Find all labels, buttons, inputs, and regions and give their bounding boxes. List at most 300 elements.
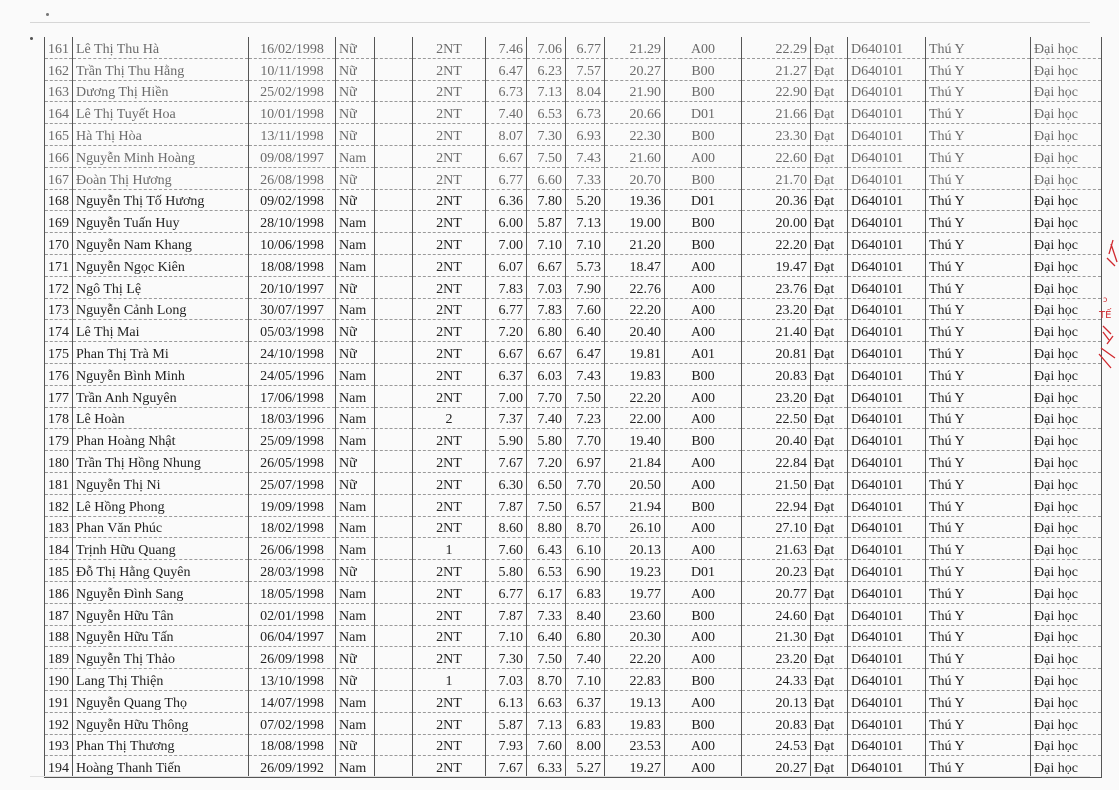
major-code: D640101	[848, 734, 926, 756]
subject-score-3: 7.40	[566, 647, 605, 669]
education-level: Đại học	[1031, 80, 1102, 102]
education-level: Đại học	[1031, 145, 1102, 167]
major-name: Thú Y	[926, 233, 1031, 255]
priority-area: 1	[413, 669, 486, 691]
subject-score-2: 7.13	[527, 80, 566, 102]
major-name: Thú Y	[926, 429, 1031, 451]
exam-block: B00	[665, 167, 742, 189]
date-of-birth: 25/07/1998	[249, 472, 336, 494]
table-row	[45, 254, 1102, 276]
major-name: Thú Y	[926, 734, 1031, 756]
student-name: Nguyễn Bình Minh	[73, 363, 249, 385]
education-level: Đại học	[1031, 451, 1102, 473]
subject-score-2: 6.67	[527, 342, 566, 364]
table-row	[45, 472, 1102, 494]
gender: Nữ	[336, 124, 375, 146]
priority-area: 2NT	[413, 690, 486, 712]
subtotal-score: 18.47	[605, 254, 665, 276]
table-row	[45, 625, 1102, 647]
major-name: Thú Y	[926, 625, 1031, 647]
education-level: Đại học	[1031, 124, 1102, 146]
result-status: Đạt	[811, 560, 848, 582]
gender: Nam	[336, 407, 375, 429]
exam-block: A00	[665, 538, 742, 560]
result-status: Đạt	[811, 451, 848, 473]
total-score: 22.84	[742, 451, 811, 473]
subtotal-score: 23.53	[605, 734, 665, 756]
bottom-rule	[30, 776, 1090, 777]
major-code: D640101	[848, 494, 926, 516]
subject-score-1: 7.60	[486, 538, 527, 560]
priority-area: 2NT	[413, 756, 486, 778]
total-score: 22.90	[742, 80, 811, 102]
student-name: Lang Thị Thiện	[73, 669, 249, 691]
blank-cell	[375, 211, 413, 233]
row-number: 161	[45, 37, 73, 58]
subject-score-1: 6.77	[486, 167, 527, 189]
total-score: 20.27	[742, 756, 811, 778]
date-of-birth: 18/02/1998	[249, 516, 336, 538]
major-code: D640101	[848, 429, 926, 451]
subject-score-3: 5.27	[566, 756, 605, 778]
student-name: Nguyễn Nam Khang	[73, 233, 249, 255]
gender: Nữ	[336, 342, 375, 364]
subject-score-2: 6.80	[527, 320, 566, 342]
row-number: 165	[45, 124, 73, 146]
exam-block: A00	[665, 472, 742, 494]
blank-cell	[375, 756, 413, 778]
subject-score-2: 6.50	[527, 472, 566, 494]
table-row	[45, 603, 1102, 625]
priority-area: 2NT	[413, 320, 486, 342]
table-row	[45, 669, 1102, 691]
total-score: 20.13	[742, 690, 811, 712]
gender: Nữ	[336, 276, 375, 298]
subtotal-score: 21.20	[605, 233, 665, 255]
gender: Nam	[336, 756, 375, 778]
subtotal-score: 20.66	[605, 102, 665, 124]
blank-cell	[375, 254, 413, 276]
date-of-birth: 28/03/1998	[249, 560, 336, 582]
date-of-birth: 24/10/1998	[249, 342, 336, 364]
date-of-birth: 02/01/1998	[249, 603, 336, 625]
subject-score-1: 7.46	[486, 37, 527, 58]
exam-block: A00	[665, 451, 742, 473]
stamp-text: TẾ	[1099, 310, 1112, 321]
education-level: Đại học	[1031, 363, 1102, 385]
student-name: Nguyễn Thị Thảo	[73, 647, 249, 669]
exam-block: B00	[665, 429, 742, 451]
subtotal-score: 19.23	[605, 560, 665, 582]
blank-cell	[375, 80, 413, 102]
subtotal-score: 19.40	[605, 429, 665, 451]
blank-cell	[375, 690, 413, 712]
major-name: Thú Y	[926, 385, 1031, 407]
row-number: 183	[45, 516, 73, 538]
gender: Nữ	[336, 102, 375, 124]
subject-score-1: 7.83	[486, 276, 527, 298]
total-score: 20.00	[742, 211, 811, 233]
row-number: 163	[45, 80, 73, 102]
major-name: Thú Y	[926, 37, 1031, 58]
table-row	[45, 734, 1102, 756]
table-row	[45, 37, 1102, 58]
major-code: D640101	[848, 560, 926, 582]
red-seal-stamp	[1093, 236, 1119, 376]
subject-score-2: 7.50	[527, 145, 566, 167]
admission-results-table	[44, 37, 1102, 778]
row-number: 185	[45, 560, 73, 582]
gender: Nam	[336, 581, 375, 603]
date-of-birth: 17/06/1998	[249, 385, 336, 407]
education-level: Đại học	[1031, 581, 1102, 603]
education-level: Đại học	[1031, 516, 1102, 538]
table-row	[45, 516, 1102, 538]
row-number: 189	[45, 647, 73, 669]
result-status: Đạt	[811, 385, 848, 407]
subject-score-3: 6.37	[566, 690, 605, 712]
subject-score-1: 7.87	[486, 494, 527, 516]
scan-speck	[46, 13, 49, 16]
subject-score-1: 5.90	[486, 429, 527, 451]
subject-score-3: 6.83	[566, 581, 605, 603]
blank-cell	[375, 298, 413, 320]
major-name: Thú Y	[926, 494, 1031, 516]
subject-score-2: 7.80	[527, 189, 566, 211]
student-name: Nguyễn Đình Sang	[73, 581, 249, 603]
exam-block: A00	[665, 647, 742, 669]
education-level: Đại học	[1031, 429, 1102, 451]
education-level: Đại học	[1031, 690, 1102, 712]
priority-area: 2	[413, 407, 486, 429]
subject-score-3: 6.93	[566, 124, 605, 146]
exam-block: A00	[665, 734, 742, 756]
blank-cell	[375, 189, 413, 211]
student-name: Lê Thị Tuyết Hoa	[73, 102, 249, 124]
major-code: D640101	[848, 669, 926, 691]
student-name: Trần Thị Thu Hằng	[73, 58, 249, 80]
subject-score-3: 6.73	[566, 102, 605, 124]
major-name: Thú Y	[926, 276, 1031, 298]
exam-block: A00	[665, 516, 742, 538]
subtotal-score: 20.40	[605, 320, 665, 342]
gender: Nam	[336, 429, 375, 451]
row-number: 179	[45, 429, 73, 451]
priority-area: 2NT	[413, 233, 486, 255]
student-name: Nguyễn Thị Ni	[73, 472, 249, 494]
subtotal-score: 22.76	[605, 276, 665, 298]
total-score: 22.29	[742, 37, 811, 58]
major-code: D640101	[848, 451, 926, 473]
total-score: 21.70	[742, 167, 811, 189]
date-of-birth: 13/10/1998	[249, 669, 336, 691]
student-name: Nguyễn Cảnh Long	[73, 298, 249, 320]
blank-cell	[375, 363, 413, 385]
gender: Nữ	[336, 472, 375, 494]
total-score: 20.83	[742, 712, 811, 734]
major-name: Thú Y	[926, 189, 1031, 211]
exam-block: A00	[665, 625, 742, 647]
student-name: Đỗ Thị Hằng Quyên	[73, 560, 249, 582]
subtotal-score: 22.20	[605, 298, 665, 320]
major-name: Thú Y	[926, 80, 1031, 102]
subject-score-1: 6.73	[486, 80, 527, 102]
blank-cell	[375, 342, 413, 364]
major-code: D640101	[848, 254, 926, 276]
subject-score-3: 8.04	[566, 80, 605, 102]
subject-score-2: 7.10	[527, 233, 566, 255]
exam-block: B00	[665, 233, 742, 255]
total-score: 27.10	[742, 516, 811, 538]
education-level: Đại học	[1031, 756, 1102, 778]
subject-score-3: 5.73	[566, 254, 605, 276]
exam-block: B00	[665, 363, 742, 385]
major-code: D640101	[848, 233, 926, 255]
subject-score-1: 6.77	[486, 298, 527, 320]
student-name: Hoàng Thanh Tiến	[73, 756, 249, 778]
subject-score-2: 6.17	[527, 581, 566, 603]
subtotal-score: 26.10	[605, 516, 665, 538]
subject-score-3: 6.10	[566, 538, 605, 560]
student-name: Phan Hoàng Nhật	[73, 429, 249, 451]
education-level: Đại học	[1031, 342, 1102, 364]
major-name: Thú Y	[926, 472, 1031, 494]
exam-block: A00	[665, 298, 742, 320]
date-of-birth: 14/07/1998	[249, 690, 336, 712]
subject-score-2: 7.50	[527, 494, 566, 516]
exam-block: D01	[665, 102, 742, 124]
blank-cell	[375, 669, 413, 691]
subject-score-2: 7.20	[527, 451, 566, 473]
subject-score-1: 5.80	[486, 560, 527, 582]
education-level: Đại học	[1031, 58, 1102, 80]
education-level: Đại học	[1031, 102, 1102, 124]
student-name: Nguyễn Minh Hoàng	[73, 145, 249, 167]
subject-score-1: 7.93	[486, 734, 527, 756]
major-code: D640101	[848, 189, 926, 211]
table-row	[45, 233, 1102, 255]
education-level: Đại học	[1031, 320, 1102, 342]
subject-score-2: 7.13	[527, 712, 566, 734]
total-score: 19.47	[742, 254, 811, 276]
subject-score-2: 8.70	[527, 669, 566, 691]
exam-block: B00	[665, 58, 742, 80]
student-name: Đoàn Thị Hương	[73, 167, 249, 189]
major-name: Thú Y	[926, 690, 1031, 712]
student-name: Phan Thị Trà Mi	[73, 342, 249, 364]
subject-score-2: 6.43	[527, 538, 566, 560]
priority-area: 2NT	[413, 189, 486, 211]
subject-score-1: 7.00	[486, 385, 527, 407]
date-of-birth: 25/09/1998	[249, 429, 336, 451]
student-name: Dương Thị Hiền	[73, 80, 249, 102]
total-score: 23.30	[742, 124, 811, 146]
major-name: Thú Y	[926, 298, 1031, 320]
exam-block: B00	[665, 124, 742, 146]
student-name: Nguyễn Hữu Tân	[73, 603, 249, 625]
education-level: Đại học	[1031, 233, 1102, 255]
subject-score-3: 7.33	[566, 167, 605, 189]
blank-cell	[375, 385, 413, 407]
student-name: Nguyễn Hữu Tấn	[73, 625, 249, 647]
row-number: 170	[45, 233, 73, 255]
row-number: 164	[45, 102, 73, 124]
exam-block: A00	[665, 37, 742, 58]
blank-cell	[375, 603, 413, 625]
exam-block: B00	[665, 494, 742, 516]
education-level: Đại học	[1031, 472, 1102, 494]
subtotal-score: 22.20	[605, 647, 665, 669]
table-row	[45, 385, 1102, 407]
education-level: Đại học	[1031, 37, 1102, 58]
result-status: Đạt	[811, 734, 848, 756]
subtotal-score: 19.83	[605, 363, 665, 385]
subject-score-3: 7.70	[566, 429, 605, 451]
priority-area: 2NT	[413, 734, 486, 756]
major-code: D640101	[848, 363, 926, 385]
subtotal-score: 23.60	[605, 603, 665, 625]
major-name: Thú Y	[926, 342, 1031, 364]
subject-score-3: 7.50	[566, 385, 605, 407]
major-name: Thú Y	[926, 320, 1031, 342]
table-row	[45, 298, 1102, 320]
gender: Nữ	[336, 320, 375, 342]
date-of-birth: 10/11/1998	[249, 58, 336, 80]
exam-block: A00	[665, 145, 742, 167]
row-number: 162	[45, 58, 73, 80]
total-score: 22.94	[742, 494, 811, 516]
result-status: Đạt	[811, 407, 848, 429]
major-code: D640101	[848, 385, 926, 407]
blank-cell	[375, 451, 413, 473]
subtotal-score: 19.77	[605, 581, 665, 603]
row-number: 175	[45, 342, 73, 364]
result-status: Đạt	[811, 298, 848, 320]
subject-score-3: 7.70	[566, 472, 605, 494]
date-of-birth: 30/07/1997	[249, 298, 336, 320]
row-number: 167	[45, 167, 73, 189]
major-name: Thú Y	[926, 145, 1031, 167]
gender: Nữ	[336, 37, 375, 58]
subject-score-2: 6.03	[527, 363, 566, 385]
subtotal-score: 22.20	[605, 385, 665, 407]
subject-score-1: 7.40	[486, 102, 527, 124]
major-name: Thú Y	[926, 712, 1031, 734]
major-code: D640101	[848, 538, 926, 560]
svg-text:ɔ: ɔ	[1103, 295, 1108, 304]
result-status: Đạt	[811, 320, 848, 342]
education-level: Đại học	[1031, 211, 1102, 233]
student-name: Nguyễn Thị Tố Hương	[73, 189, 249, 211]
education-level: Đại học	[1031, 538, 1102, 560]
row-number: 187	[45, 603, 73, 625]
row-number: 188	[45, 625, 73, 647]
subject-score-3: 6.80	[566, 625, 605, 647]
major-name: Thú Y	[926, 211, 1031, 233]
table-row	[45, 189, 1102, 211]
priority-area: 2NT	[413, 712, 486, 734]
table-row	[45, 145, 1102, 167]
date-of-birth: 20/10/1997	[249, 276, 336, 298]
row-number: 177	[45, 385, 73, 407]
major-code: D640101	[848, 211, 926, 233]
date-of-birth: 10/01/1998	[249, 102, 336, 124]
result-status: Đạt	[811, 581, 848, 603]
table-row	[45, 211, 1102, 233]
blank-cell	[375, 167, 413, 189]
student-name: Nguyễn Tuấn Huy	[73, 211, 249, 233]
blank-cell	[375, 233, 413, 255]
row-number: 191	[45, 690, 73, 712]
total-score: 23.20	[742, 385, 811, 407]
total-score: 21.27	[742, 58, 811, 80]
subject-score-3: 6.47	[566, 342, 605, 364]
exam-block: B00	[665, 712, 742, 734]
subject-score-2: 7.50	[527, 647, 566, 669]
table-body	[45, 37, 1102, 778]
result-status: Đạt	[811, 538, 848, 560]
total-score: 20.83	[742, 363, 811, 385]
subject-score-3: 7.10	[566, 233, 605, 255]
major-code: D640101	[848, 298, 926, 320]
date-of-birth: 06/04/1997	[249, 625, 336, 647]
priority-area: 2NT	[413, 581, 486, 603]
priority-area: 2NT	[413, 385, 486, 407]
subtotal-score: 19.13	[605, 690, 665, 712]
table-row	[45, 363, 1102, 385]
date-of-birth: 09/08/1997	[249, 145, 336, 167]
subject-score-1: 7.67	[486, 756, 527, 778]
table-row	[45, 560, 1102, 582]
result-status: Đạt	[811, 211, 848, 233]
row-number: 178	[45, 407, 73, 429]
priority-area: 2NT	[413, 560, 486, 582]
subtotal-score: 20.70	[605, 167, 665, 189]
result-status: Đạt	[811, 494, 848, 516]
gender: Nữ	[336, 560, 375, 582]
result-status: Đạt	[811, 756, 848, 778]
table-row	[45, 690, 1102, 712]
subject-score-3: 6.90	[566, 560, 605, 582]
date-of-birth: 18/05/1998	[249, 581, 336, 603]
table-row	[45, 712, 1102, 734]
subject-score-2: 6.53	[527, 102, 566, 124]
subject-score-3: 8.40	[566, 603, 605, 625]
major-name: Thú Y	[926, 647, 1031, 669]
education-level: Đại học	[1031, 712, 1102, 734]
date-of-birth: 26/06/1998	[249, 538, 336, 560]
gender: Nam	[336, 254, 375, 276]
gender: Nam	[336, 625, 375, 647]
subject-score-3: 5.20	[566, 189, 605, 211]
total-score: 21.50	[742, 472, 811, 494]
major-name: Thú Y	[926, 603, 1031, 625]
date-of-birth: 28/10/1998	[249, 211, 336, 233]
subject-score-1: 7.67	[486, 451, 527, 473]
priority-area: 2NT	[413, 58, 486, 80]
subject-score-3: 6.40	[566, 320, 605, 342]
education-level: Đại học	[1031, 407, 1102, 429]
exam-block: B00	[665, 669, 742, 691]
priority-area: 2NT	[413, 647, 486, 669]
student-name: Lê Hồng Phong	[73, 494, 249, 516]
row-number: 192	[45, 712, 73, 734]
priority-area: 2NT	[413, 494, 486, 516]
priority-area: 1	[413, 538, 486, 560]
table-row	[45, 124, 1102, 146]
blank-cell	[375, 145, 413, 167]
result-status: Đạt	[811, 342, 848, 364]
